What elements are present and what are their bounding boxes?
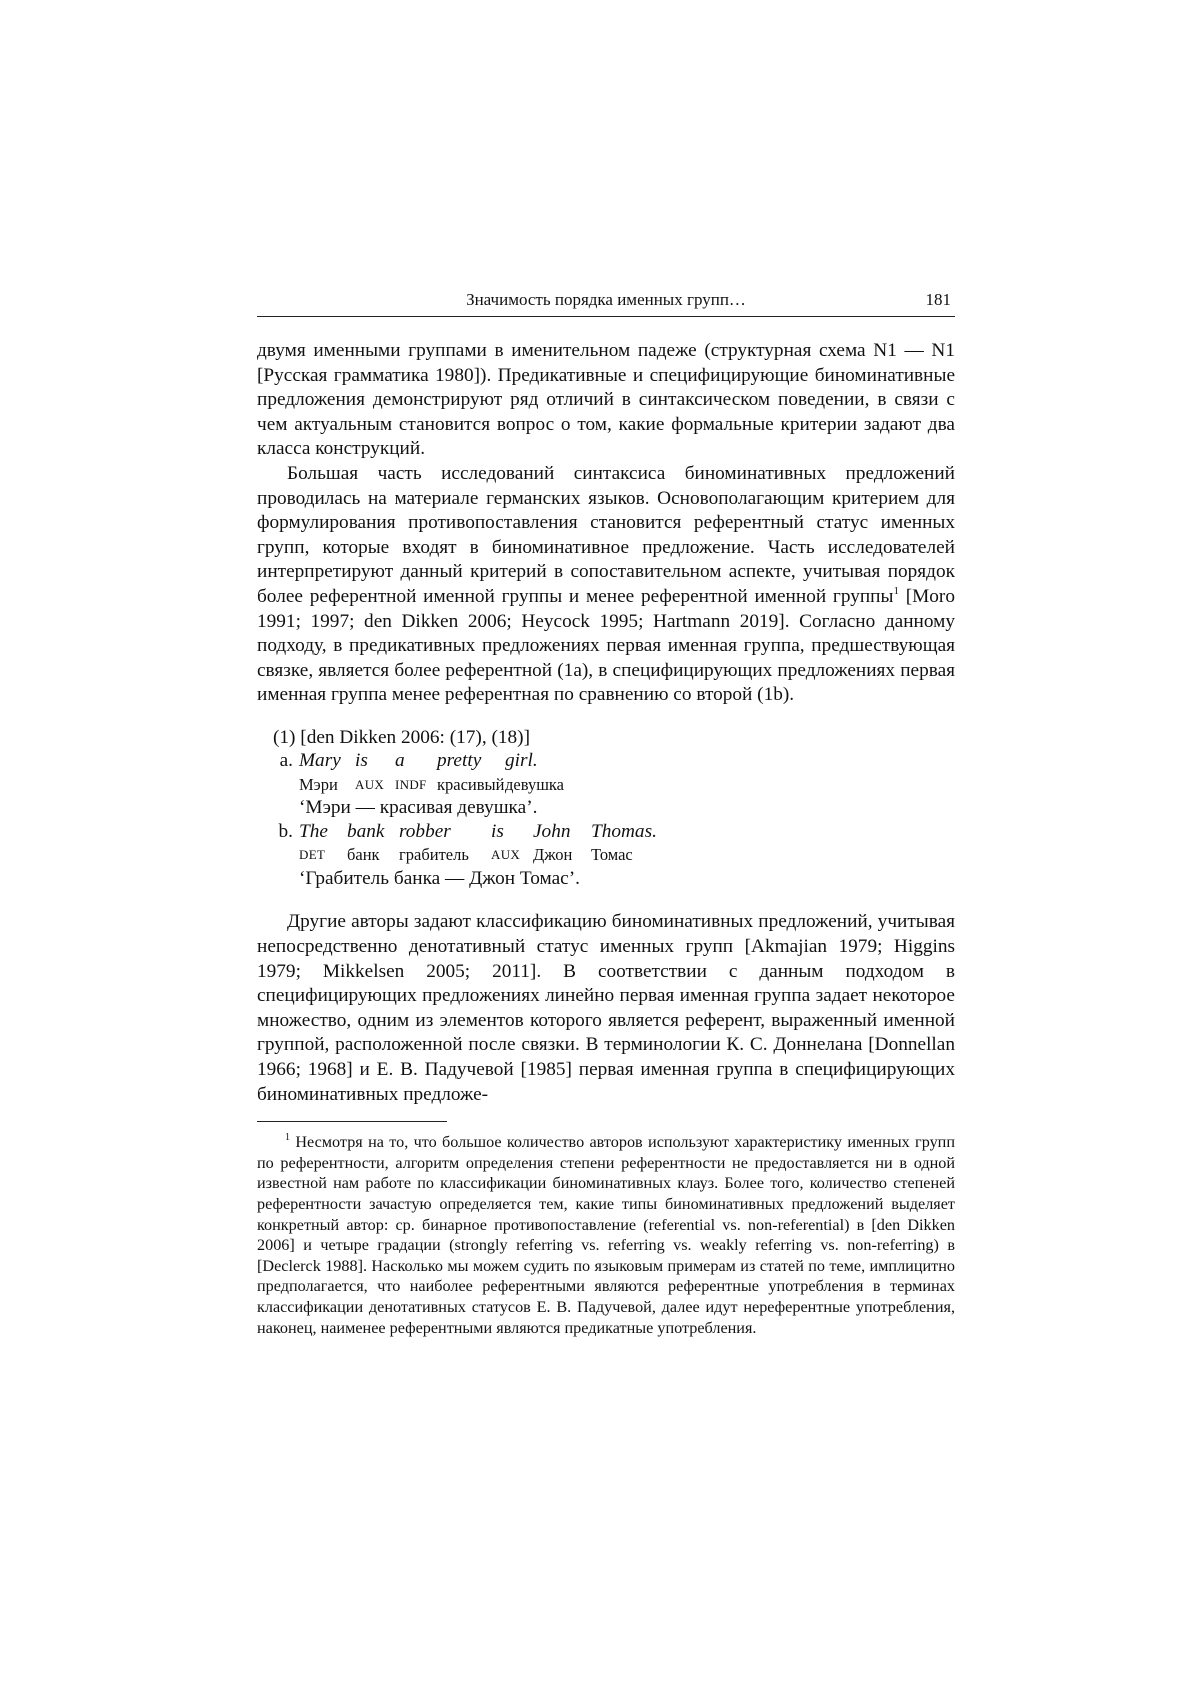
- gloss-word: красивый: [437, 774, 505, 794]
- example-1b-label: b.: [278, 820, 293, 842]
- gloss-word: AUX: [491, 847, 521, 863]
- paragraph-2: [257, 462, 955, 708]
- example-word: Thomas.: [591, 820, 657, 842]
- footnote-1: [257, 1132, 955, 1338]
- footnote-reference[interactable]: 1: [893, 584, 899, 597]
- example-1b-translation: ‘Грабитель банка — Джон Томас’.: [299, 867, 580, 889]
- footnote-mark: 1: [285, 1131, 290, 1143]
- running-header: [257, 288, 955, 317]
- gloss-word: банк: [347, 845, 380, 865]
- example-1a-source-line: [299, 749, 955, 773]
- gloss-word: Джон: [533, 845, 573, 865]
- gloss-word: грабитель: [399, 845, 469, 865]
- example-word: girl.: [505, 750, 538, 772]
- example-1a-translation: ‘Мэри — красивая девушка’.: [299, 797, 538, 819]
- example-1a: [257, 749, 955, 820]
- gloss-word: Мэри: [299, 774, 338, 794]
- example-1a-label: a.: [279, 750, 293, 772]
- paragraph-2-text: Большая часть исследований синтаксиса биноминативных предложений проводилась на материале германских языков. Основополагающим критерием для формулирования противопоставления становится референтный статус именных групп, которые входят в биноминативное предложение. Часть исследователей интерпретируют данный критерий в сопоставительном аспекте, учитывая порядок более референтной именной группы и менее референтной именной группы: [257, 462, 955, 607]
- example-word: robber: [399, 820, 451, 842]
- example-word: bank: [347, 820, 385, 842]
- example-heading: (1) [den Dikken 2006: (17), (18)]: [273, 726, 531, 748]
- example-1b-source-line: [299, 820, 955, 844]
- gloss-word: INDF: [395, 776, 427, 792]
- example-word: is: [491, 820, 504, 842]
- gloss-word: AUX: [355, 776, 385, 792]
- example-1b: [257, 820, 955, 891]
- paragraph-3: Другие авторы задают классификацию биноминативных предложений, учитывая непосредственно денотативный статус именных групп [Akmajian 1979; Higgins 1979; Mikkelsen 2005; 2011]. В соответствии с данным подходом в специфицирующих предложениях линейно первая именная группа задает некоторое множество, одним из элементов которого является референт, выраженный именной группой, расположенной после связки. В терминологии К. С. Доннелана [Donnellan 1966; 1968] и Е. В. Падучевой [1985] первая именная группа в специфицирующих биноминативных предложе-: [257, 911, 955, 1105]
- example-1b-gloss-line: [299, 843, 955, 867]
- body-text: [257, 339, 955, 1107]
- gloss-word: Томас: [591, 845, 633, 865]
- example-1: [257, 726, 955, 891]
- gloss-word: DET: [299, 847, 326, 863]
- paragraph-2-text-continued: [Moro 1991; 1997; den Dikken 2006; Heycock 1995; Hartmann 2019]. Согласно данному подходу, в предикативных предложениях первая именная группа, предшествующая связке, является более референтной (1a), в специфицирующих предложениях первая именная группа менее референтная по сравнению со второй (1b).: [257, 585, 955, 706]
- running-title: Значимость порядка именных групп…: [466, 290, 746, 309]
- example-word: is: [355, 750, 368, 772]
- footnote-text: Несмотря на то, что большое количество авторов используют характеристику именных групп по референтности, алгоритм определения степени референтности не предоставляется ни в одной известной нам работе по классификации биноминативных клауз. Более того, количество степеней референтности зачастую определяется тем, какие типы биноминативных предложений выделяет конкретный автор: ср. бинарное противопоставление (referential vs. non-referential) в [den Dikken 2006] и четыре градации (strongly referring vs. referring vs. weakly referring vs. non-referring) в [Declerck 1988]. Насколько мы можем судить по языковым примерам из статей по теме, имплицитно предполагается, что наиболее референтными являются референтные употребления в терминах классификации денотативных статусов Е. В. Падучевой, далее идут нереферентные употребления, наконец, наименее референтными являются предикатные употребления.: [257, 1133, 955, 1337]
- page-number: 181: [925, 290, 951, 309]
- gloss-word: девушка: [505, 774, 564, 794]
- example-word: Mary: [299, 750, 341, 772]
- example-word: John: [533, 820, 571, 842]
- example-word: pretty: [437, 750, 482, 772]
- example-word: a: [395, 750, 405, 772]
- footnote-divider: [257, 1121, 447, 1122]
- example-1a-gloss-line: [299, 773, 955, 797]
- page: [257, 288, 955, 1338]
- example-word: The: [299, 820, 328, 842]
- paragraph-1: двумя именными группами в именительном падеже (структурная схема N1 — N1 [Русская грамматика 1980]). Предикативные и специфицирующие биноминативные предложения демонстрируют ряд отличий в синтаксическом поведении, в связи с чем актуальным становится вопрос о том, какие формальные критерии задают два класса конструкций.: [257, 340, 955, 460]
